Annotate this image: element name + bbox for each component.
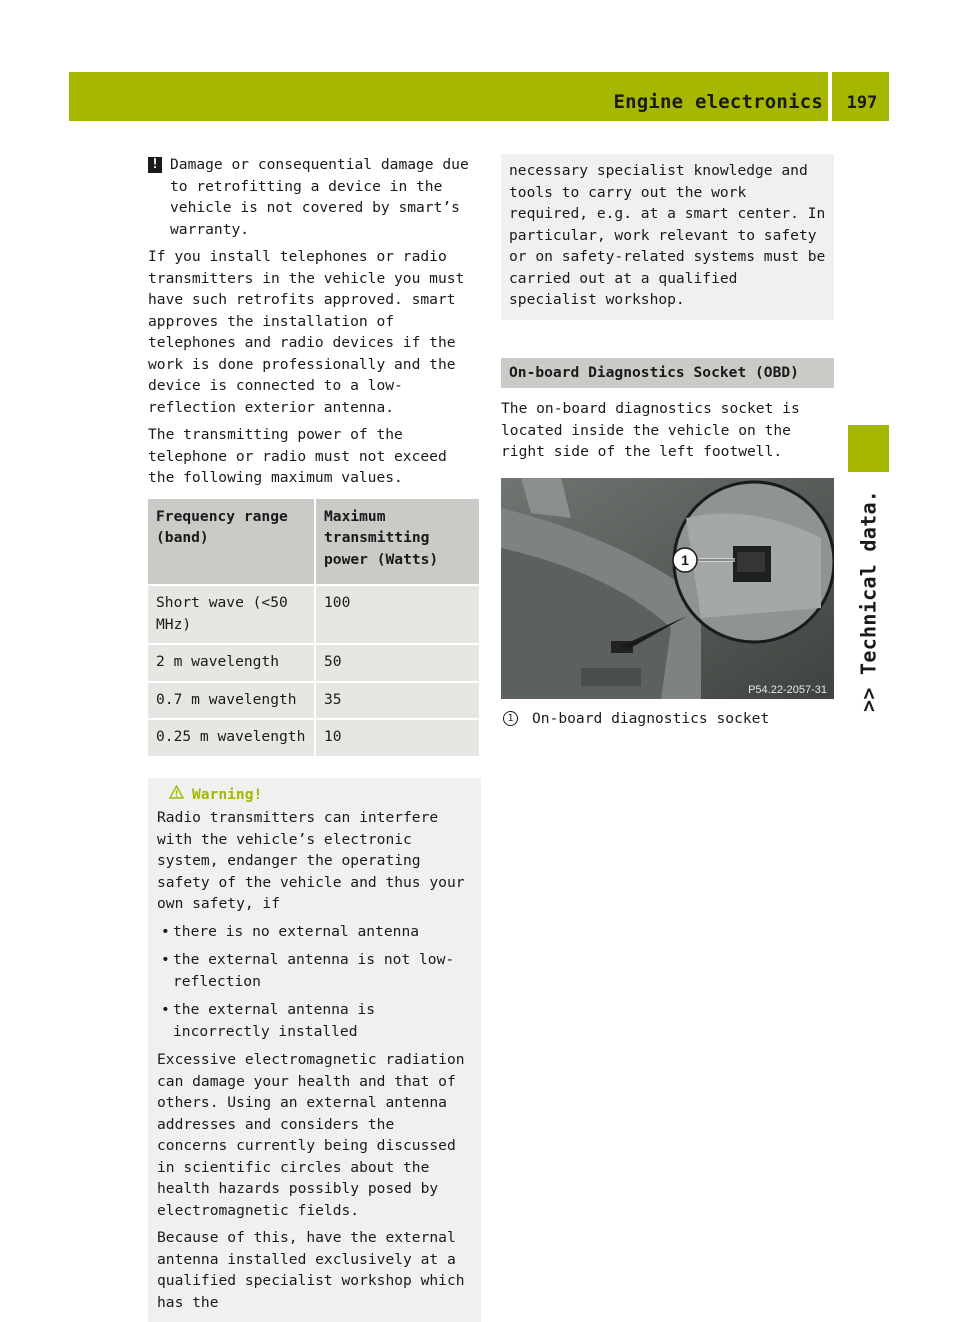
chapter-tab <box>848 425 889 472</box>
header-bar <box>69 72 889 121</box>
table-row <box>148 645 481 683</box>
obd-socket-photo <box>501 478 834 699</box>
figure-reference: P54.22-2057-31 <box>748 684 827 696</box>
table-header: Frequency range (band) <box>148 499 316 587</box>
bullet-icon: • <box>161 949 170 971</box>
table-cell: 100 <box>316 586 481 645</box>
right-column <box>501 154 834 729</box>
figure-callout: 1 <box>681 552 689 568</box>
list-item-text: there is no external antenna <box>173 923 419 940</box>
caption-number: 1 <box>503 711 518 726</box>
figure-caption <box>501 708 834 730</box>
warning-continued-box <box>501 154 834 320</box>
table-cell: 50 <box>316 645 481 683</box>
exclamation-icon: ! <box>148 157 162 173</box>
section-heading: On-board Diagnostics Socket (OBD) <box>501 358 834 389</box>
warning-heading <box>169 784 472 806</box>
list-item <box>157 949 472 992</box>
bullet-icon: • <box>161 921 170 943</box>
list-item <box>157 921 472 943</box>
warning-paragraph: Because of this, have the external antenna installed exclusively at a qualified specialist workshop which has the <box>157 1227 472 1313</box>
list-item-text: the external antenna is incorrectly installed <box>173 1001 375 1040</box>
warning-title: Warning! <box>192 784 262 806</box>
warning-triangle-icon <box>169 784 184 806</box>
warning-intro: Radio transmitters can interfere with the vehicle’s electronic system, endanger the operating safety of the vehicle and thus your own safety, if <box>157 807 472 915</box>
list-item <box>157 999 472 1042</box>
table-row <box>148 720 481 758</box>
warning-paragraph: Excessive electromagnetic radiation can damage your health and that of others. Using an external antenna addresses and considers the concerns currently being discussed in scientific circles about the health hazards possibly posed by electromagnetic fields. <box>157 1049 472 1221</box>
page-number: 197 <box>837 93 887 115</box>
notice-text: Damage or consequential damage due to retrofitting a device in the vehicle is not covered by smart’s warranty. <box>170 156 469 238</box>
chapter-label: >> Technical data. <box>849 490 889 730</box>
table-cell: 2 m wavelength <box>148 645 316 683</box>
damage-notice <box>148 154 481 240</box>
left-column <box>148 154 481 1322</box>
table-cell: 0.7 m wavelength <box>148 683 316 721</box>
table-cell: 0.25 m wavelength <box>148 720 316 758</box>
table-cell: 10 <box>316 720 481 758</box>
warning-continued-text: necessary specialist knowledge and tools to carry out the work required, e.g. at a smart center. In particular, work relevant to safety or on safety-related systems must be carried out at a qualified specialist workshop. <box>509 160 826 311</box>
warning-box <box>148 778 481 1322</box>
intro-paragraph: If you install telephones or radio transmitters in the vehicle you must have such retrofits approved. smart approves the installation of telephones and radio devices if the work is done professionally and the device is connected to a low-reflection exterior antenna. <box>148 246 481 418</box>
header-divider <box>828 72 832 121</box>
table-row <box>148 683 481 721</box>
table-header: Maximum transmitting power (Watts) <box>316 499 481 587</box>
table-cell: Short wave (<50 MHz) <box>148 586 316 645</box>
table-header-row <box>148 499 481 587</box>
frequency-table <box>148 499 481 758</box>
power-paragraph: The transmitting power of the telephone or radio must not exceed the following maximum values. <box>148 424 481 489</box>
bullet-icon: • <box>161 999 170 1021</box>
list-item-text: the external antenna is not low-reflection <box>173 951 454 990</box>
page-section-title: Engine electronics <box>613 92 823 114</box>
caption-text: On-board diagnostics socket <box>532 708 769 730</box>
warning-list <box>157 921 472 1043</box>
table-cell: 35 <box>316 683 481 721</box>
table-row <box>148 586 481 645</box>
section-paragraph: The on-board diagnostics socket is located inside the vehicle on the right side of the left footwell. <box>501 398 834 463</box>
